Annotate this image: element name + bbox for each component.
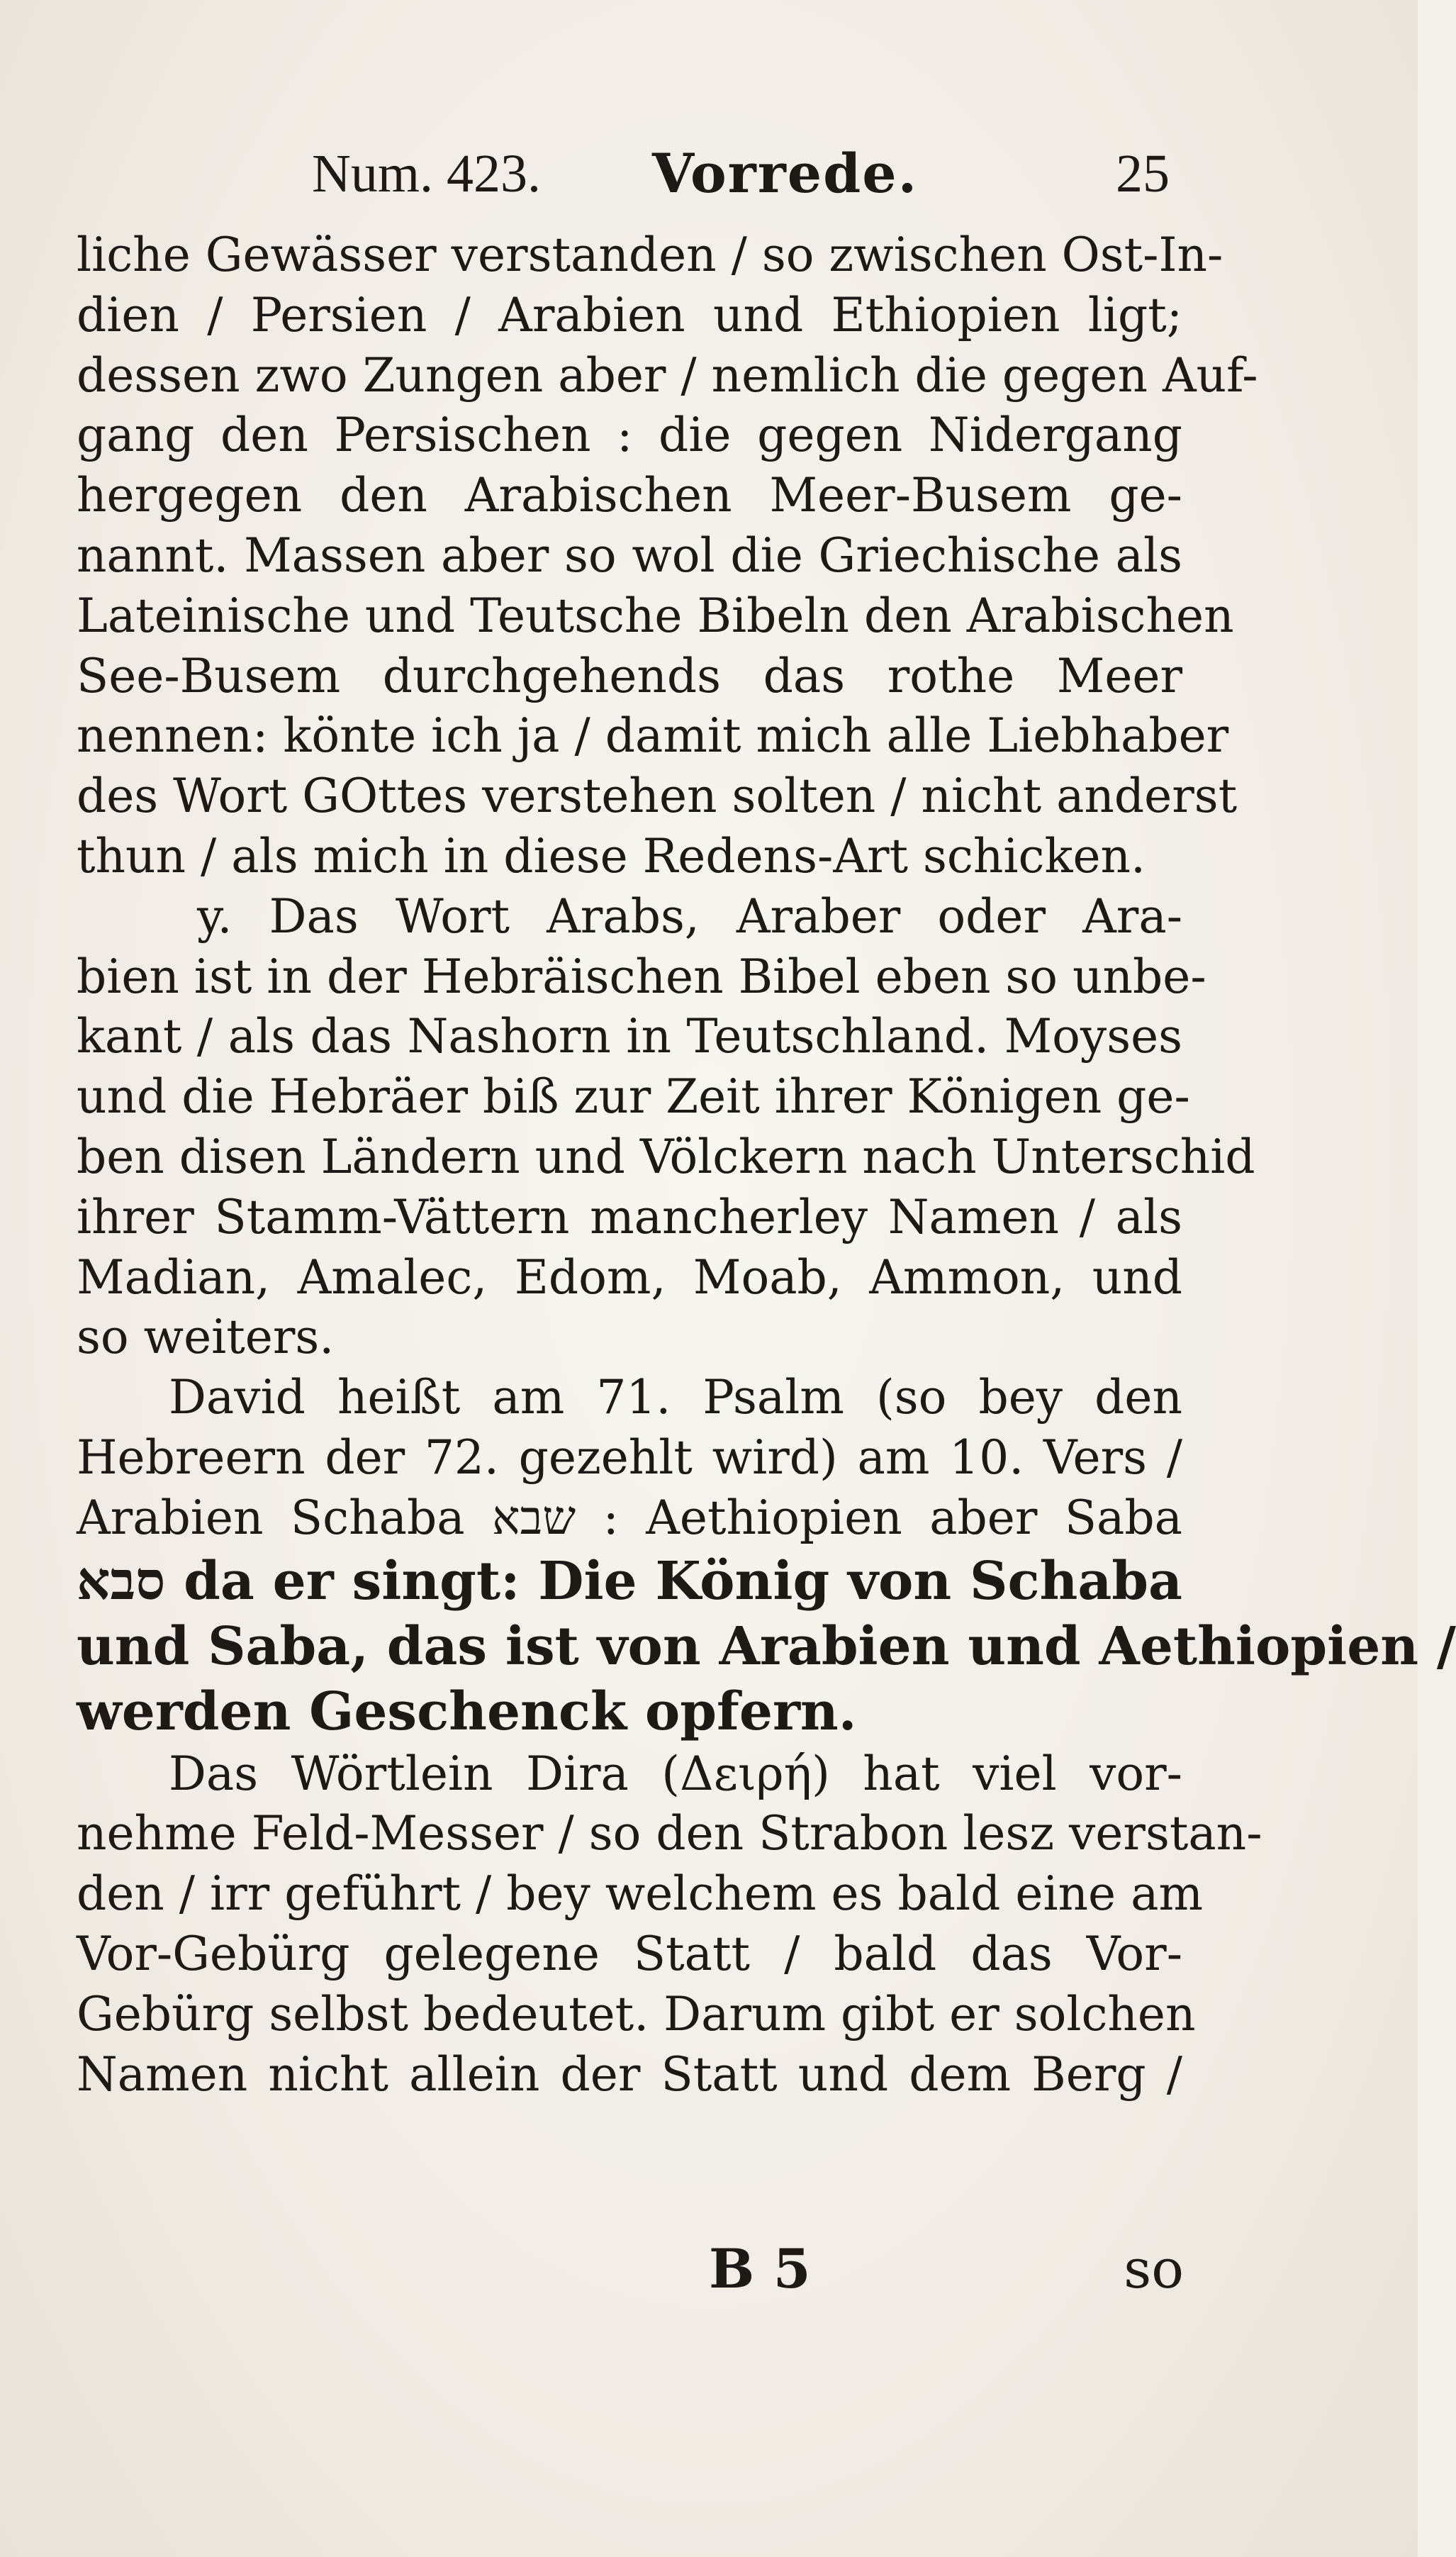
- text-line: werden Geschenck opfern.: [77, 1681, 857, 1742]
- text-line: סבא da er singt: Die König von Schaba: [77, 1550, 1182, 1612]
- signature-mark: B 5: [709, 2237, 811, 2300]
- text-line: Madian, Amalec, Edom, Moab, Ammon, und: [77, 1249, 1182, 1305]
- text-line: thun / als mich in diese Redens-Art schicken.: [77, 828, 1146, 884]
- text-line: des Wort GOttes verstehen solten / nicht anderst: [77, 769, 1238, 824]
- body-text: [77, 225, 1456, 2105]
- text-line: dessen zwo Zungen aber / nemlich die gegen Auf-: [77, 347, 1258, 403]
- text-line: Vor-Gebürg gelegene Statt / bald das Vor-: [77, 1926, 1182, 1981]
- text-line: nehme Feld-Messer / so den Strabon lesz verstan-: [77, 1806, 1262, 1861]
- text-line: Arabien Schaba שבא : Aethiopien aber Saba: [77, 1490, 1182, 1545]
- header-title: Vorrede.: [652, 142, 919, 205]
- text-line: y. Das Wort Arabs, Araber oder Ara-: [197, 888, 1182, 944]
- text-line: David heißt am 71. Psalm (so bey den: [169, 1370, 1182, 1425]
- text-line: liche Gewässer verstanden / so zwischen Ost-In-: [77, 228, 1223, 282]
- text-line: nennen: könte ich ja / damit mich alle Liebhaber: [77, 708, 1229, 764]
- text-line: Gebürg selbst bedeutet. Darum gibt er solchen: [77, 1986, 1196, 2041]
- running-header: [312, 131, 1170, 216]
- text-line: und die Hebräer biß zur Zeit ihrer Königen ge-: [77, 1069, 1190, 1125]
- page-footer: [666, 2227, 1184, 2312]
- text-line: so weiters.: [77, 1310, 335, 1365]
- page-number: 25: [1116, 144, 1170, 204]
- text-line: und Saba, das ist von Arabien und Aethiopien /: [77, 1615, 1456, 1677]
- text-line: hergegen den Arabischen Meer-Busem ge-: [77, 468, 1182, 523]
- text-line: Das Wörtlein Dira (Δειρή) hat viel vor-: [169, 1746, 1182, 1801]
- text-line: Namen nicht allein der Statt und dem Berg /: [77, 2046, 1182, 2102]
- text-line: ihrer Stamm-Vättern mancherley Namen / als: [77, 1189, 1182, 1244]
- text-line: See-Busem durchgehends das rothe Meer: [77, 648, 1182, 703]
- header-number: Num. 423.: [312, 144, 541, 204]
- text-line: gang den Persischen : die gegen Nidergang: [77, 408, 1182, 463]
- text-line: Hebreern der 72. gezehlt wird) am 10. Vers /: [77, 1430, 1182, 1485]
- text-line: nannt. Massen aber so wol die Griechische als: [77, 528, 1182, 583]
- text-line: den / irr geführt / bey welchem es bald eine am: [77, 1866, 1204, 1922]
- text-line: kant / als das Nashorn in Teutschland. Moyses: [77, 1009, 1182, 1064]
- text-line: bien ist in der Hebräischen Bibel eben so unbe-: [77, 949, 1206, 1004]
- text-line: dien / Persien / Arabien und Ethiopien ligt;: [77, 287, 1182, 342]
- catchword: so: [1124, 2237, 1184, 2300]
- text-line: ben disen Ländern und Völckern nach Unterschid: [77, 1129, 1255, 1184]
- text-line: Lateinische und Teutsche Bibeln den Arabischen: [77, 588, 1234, 643]
